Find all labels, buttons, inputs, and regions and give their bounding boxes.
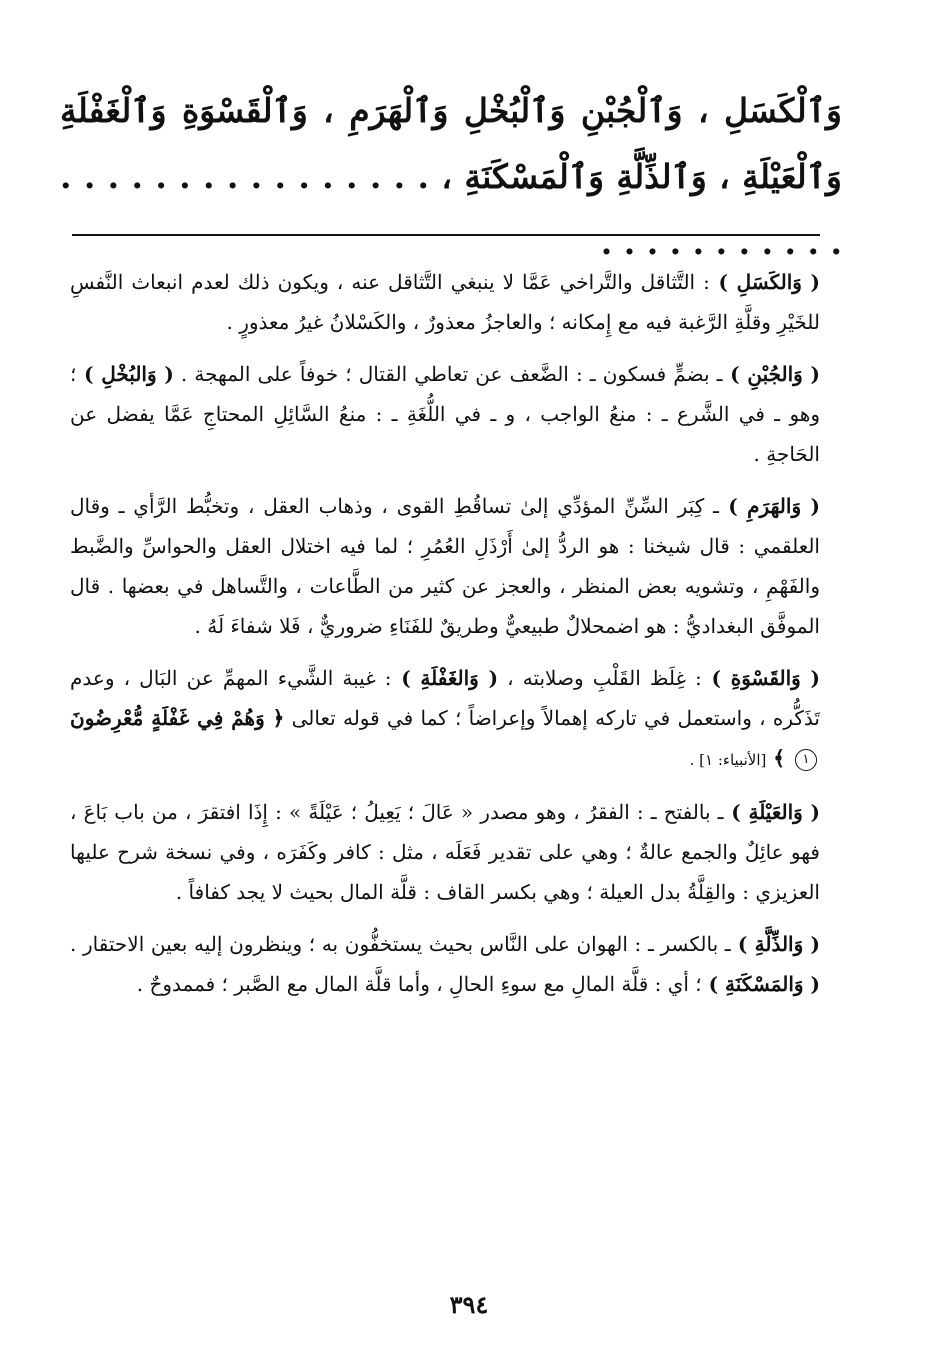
term-heading: ( وَالغَفْلَةِ ) — [391, 666, 499, 690]
text-segment: ؛ أي : قلَّة المالِ مع سوءِ الحالِ ، وأما قلَّة المال مع الصَّبر ؛ فممدوحٌ . — [136, 972, 702, 996]
quran-verse: ﴾ — [766, 746, 792, 770]
term-heading: ( وَالمَسْكَنَةِ ) — [701, 972, 820, 996]
term-heading: ( وَالذِّلَّةِ ) — [730, 932, 820, 956]
verse-reference: [الأنبياء: ١] . — [689, 751, 767, 769]
text-segment: : التَّثاقل والتَّراخي عَمَّا لا ينبغي التَّثاقل عنه ، ويكون ذلك لعدم انبعاث النَّفسِ للخَيْرِ وقلَّةِ الرَّغبة فيه مع إِمكانه ؛ والعاجزُ معذورٌ ، والكَسْلانُ غيرُ معذورٍ . — [70, 270, 820, 334]
commentary-paragraph — [70, 354, 820, 474]
verse-number: ١ — [795, 749, 817, 771]
term-heading: ( وَالهَرَمِ ) — [718, 494, 820, 518]
term-heading: ( وَالعَيْلَةِ ) — [723, 800, 820, 824]
term-heading: ( وَالبُخْلِ ) — [76, 362, 174, 386]
commentary-paragraph — [70, 486, 820, 646]
ellipsis-dots: . . . . . . . . . . . . . . . . . . . . . . . . . . . — [60, 157, 842, 262]
hadith-line: وَٱلْكَسَلِ ، وَٱلْجُبْنِ وَٱلْبُخْلِ وَٱلْهَرَمِ ، وَٱلْقَسْوَةِ وَٱلْغَفْلَةِ وَٱلْعَيْلَةِ ، وَٱلذِّلَّةِ وَٱلْمَسْكَنَةِ ، — [60, 91, 842, 196]
hadith-text — [60, 78, 842, 276]
text-segment: : غيبة الشَّيء المهمِّ عن البَال ، وعدم تَذَكُّره ، واستعمل في تاركه إهمالاً وإعراضاً ؛ كما في قوله تعالى — [70, 666, 820, 730]
quran-verse: ﴿ وَهُمْ فِي غَفْلَةٍ مُّعْرِضُونَ — [70, 706, 285, 730]
commentary-paragraph — [70, 658, 820, 780]
commentary — [70, 262, 820, 1016]
commentary-paragraph — [70, 792, 820, 912]
term-heading: ( وَالجُبْنِ ) — [722, 362, 820, 386]
text-segment: : غِلَظ القَلْبِ وصلابته ، — [498, 666, 702, 690]
divider-rule — [72, 234, 820, 236]
text-segment: ـ بالفتح ـ : الفقرُ ، وهو مصدر « عَالَ ؛ يَعِيلُ ؛ عَيْلَةً » : إِذَا افتقرَ ، من باب بَاعَ ، فهو عائِلٌ والجمع عالةٌ ؛ وهي على تقدير فَعَلَه ، مثل : كافر وكَفَرَه ، وفي نسخة شرح عليها العزيزي : والقِلَّةُ بدل العيلة ؛ وهي بكسر القاف : قلَّة المال بحيث لا يجد كفافاً . — [70, 800, 820, 904]
page-number: ٣٩٤ — [449, 1290, 489, 1319]
term-heading: ( وَالقَسْوَةِ ) — [701, 666, 820, 690]
commentary-paragraph — [70, 924, 820, 1004]
text-segment: ـ بالكسر ـ : الهوان على النَّاس بحيث يستخفُّون به ؛ وينظرون إليه بعين الاحتقار . — [70, 932, 731, 956]
text-segment: ـ بضمٍّ فسكون ـ : الضَّعف عن تعاطي القتال ؛ خوفاً على المهجة . — [173, 362, 723, 386]
term-heading: ( وَالكَسَلِ ) — [709, 270, 821, 294]
text-segment: ؛ وهو ـ في الشَّرع ـ : منعُ الواجب ، و ـ في اللُّغَةِ ـ : منعُ السَّائِلِ المحتاجِ عَمَّا يفضل عن الحَاجةِ . — [70, 362, 820, 466]
commentary-paragraph — [70, 262, 820, 342]
text-segment: ـ كِبَر السِّنِّ المؤدِّي إلىٰ تساقُطِ القوى ، وذهاب العقل ، وتخبُّط الرَّأي ـ وقال العلقمي : قال شيخنا : هو الردُّ إلىٰ أَرْذَلِ العُمُرِ ؛ لما فيه اختلال العقل والحواسِّ والضَّبط والفَهْمِ ، وتشويه بعض المنظر ، والعجز عن كثير من الطَّاعات ، والتَّساهل في بعضها . قال الموفَّق البغداديُّ : هو اضمحلالٌ طبيعيٌّ وطريقٌ للفَنَاءِ ضروريٌّ ، فَلا شفاءَ لَهُ . — [70, 494, 820, 638]
